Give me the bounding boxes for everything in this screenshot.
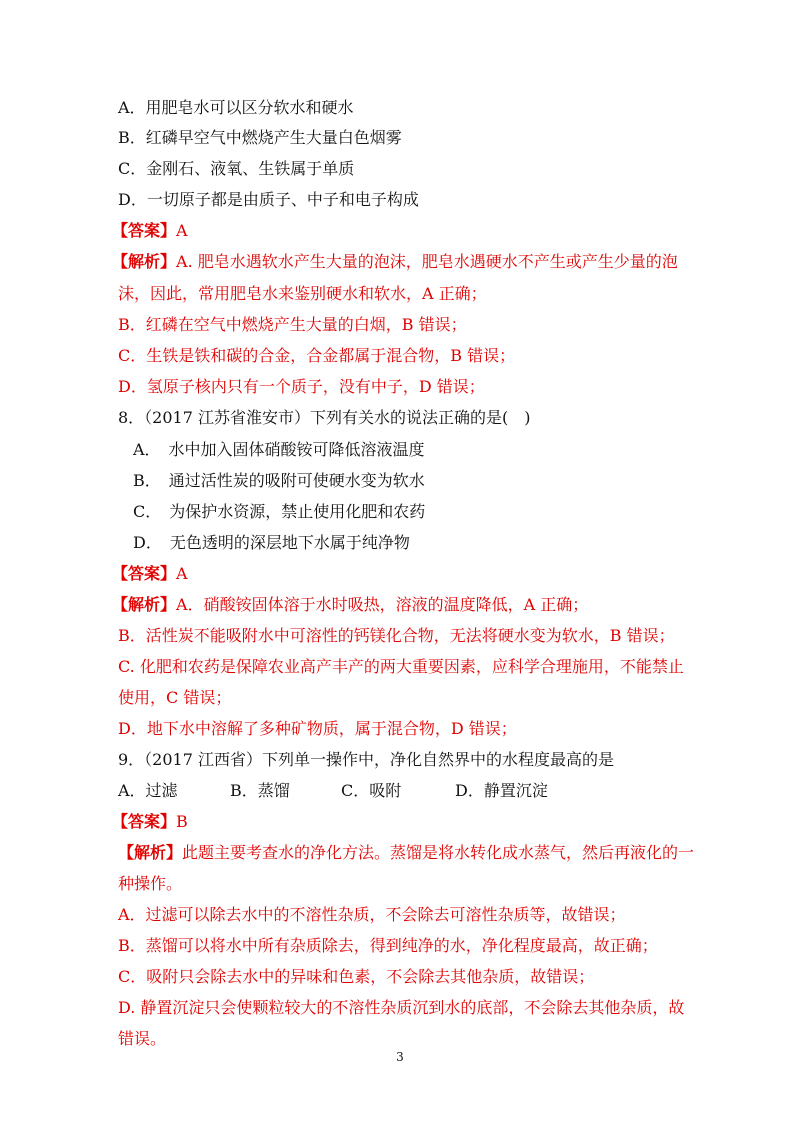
q9-analysis-line-4: B．蒸馏可以将水中所有杂质除去，得到纯净的水，净化程度最高，故正确； (118, 936, 658, 955)
answer-tag: 【答案】 (112, 812, 177, 831)
q7-option-d: D．一切原子都是由质子、中子和电子构成 (118, 190, 419, 209)
q9-analysis-line-6: D. 静置沉淀只会使颗粒较大的不溶性杂质沉到水的底部，不会除去其他杂质，故 (118, 998, 685, 1017)
q9-option-d: D．静置沉淀 (455, 781, 548, 800)
q9-analysis-line-3: A．过滤可以除去水中的不溶性杂质，不会除去可溶性杂质等，故错误； (118, 905, 626, 924)
page-number: 3 (396, 1050, 404, 1064)
analysis-tag: 【解析】 (112, 252, 177, 271)
analysis-text: 此题主要考查水的净化方法。蒸馏是将水转化成水蒸气，然后再液化的一 (182, 843, 695, 862)
q9-answer (112, 812, 692, 832)
q9-analysis-line-1 (118, 843, 698, 863)
q9-analysis-line-2: 种操作。 (118, 874, 183, 893)
q7-analysis-line-3: B．红磷在空气中燃烧产生大量的白烟，B 错误； (118, 315, 467, 334)
q8-option-c: C． 为保护水资源，禁止使用化肥和农药 (133, 502, 426, 521)
answer-value: A (176, 221, 188, 240)
analysis-text: A. 肥皂水遇软水产生大量的泡沫，肥皂水遇硬水不产生或产生少量的泡 (176, 252, 678, 271)
q9-analysis-line-5: C．吸附只会除去水中的异味和色素，不会除去其他杂质，故错误； (118, 967, 595, 986)
q7-option-a: A．用肥皂水可以区分软水和硬水 (118, 98, 354, 117)
answer-tag: 【答案】 (112, 564, 177, 583)
q8-answer (112, 564, 692, 584)
q7-option-b: B．红磷早空气中燃烧产生大量白色烟雾 (118, 128, 402, 147)
q7-option-c: C．金刚石、液氧、生铁属于单质 (118, 159, 355, 178)
q8-option-b: B． 通过活性炭的吸附可使硬水变为软水 (133, 471, 425, 490)
q7-analysis-line-5: D．氢原子核内只有一个质子，没有中子，D 错误； (118, 377, 485, 396)
q8-stem: 8．（2017 江苏省淮安市）下列有关水的说法正确的是( ) (118, 408, 531, 427)
q7-answer (112, 221, 692, 241)
q8-option-d: D． 无色透明的深层地下水属于纯净物 (133, 533, 410, 552)
q7-analysis-line-2: 沫，因此，常用肥皂水来鉴别硬水和软水，A 正确； (118, 284, 487, 303)
q8-analysis-line-1 (112, 595, 692, 615)
q9-options-row (118, 781, 698, 801)
answer-tag: 【答案】 (112, 221, 177, 240)
analysis-text: A．硝酸铵固体溶于水时吸热，溶液的温度降低，A 正确； (176, 595, 589, 614)
answer-value: B (176, 812, 188, 831)
answer-value: A (176, 564, 188, 583)
q9-option-a: A．过滤 (118, 781, 178, 800)
q9-stem: 9．（2017 江西省）下列单一操作中，净化自然界中的水程度最高的是 (118, 750, 614, 769)
q8-analysis-line-2: B．活性炭不能吸附水中可溶性的钙镁化合物，无法将硬水变为软水，B 错误； (118, 626, 675, 645)
q8-option-a: A． 水中加入固体硝酸铵可降低溶液温度 (133, 440, 425, 459)
q8-analysis-line-5: D．地下水中溶解了多种矿物质，属于混合物，D 错误； (118, 719, 517, 738)
q7-analysis-line-4: C．生铁是铁和碳的合金，合金都属于混合物，B 错误； (118, 346, 516, 365)
q7-analysis-line-1 (112, 252, 692, 272)
q9-option-c: C．吸附 (341, 781, 402, 800)
q8-analysis-line-4: 使用，C 错误； (118, 688, 232, 707)
q8-analysis-line-3: C. 化肥和农药是保障农业高产丰产的两大重要因素，应科学合理施用，不能禁止 (118, 657, 684, 676)
analysis-tag: 【解析】 (118, 843, 183, 862)
q9-analysis-line-7: 错误。 (118, 1029, 167, 1048)
q9-option-b: B．蒸馏 (230, 781, 290, 800)
analysis-tag: 【解析】 (112, 595, 177, 614)
